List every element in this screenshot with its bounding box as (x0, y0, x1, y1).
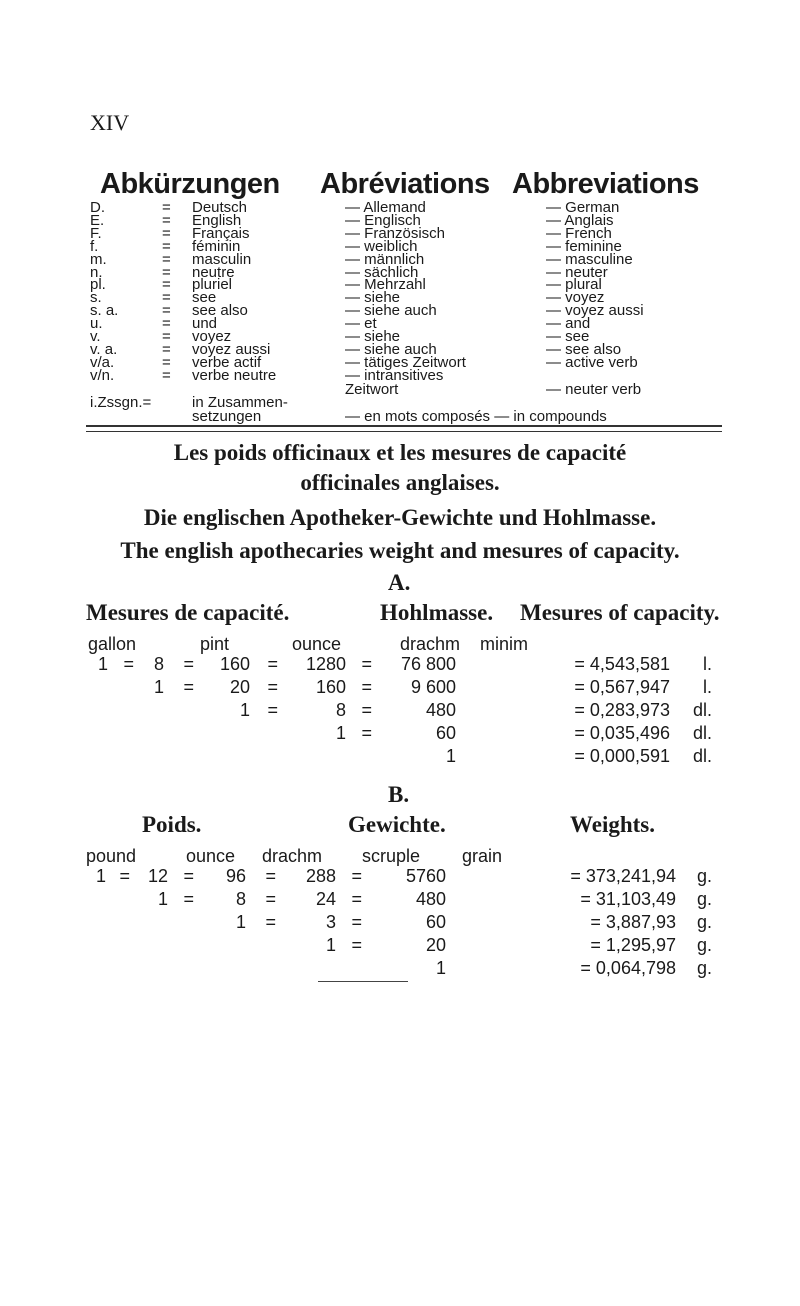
table-cell: 20 (425, 935, 446, 955)
table-cell: 76 800 (400, 654, 456, 674)
abbreviation-eq: = (162, 250, 171, 268)
table-cell: = (265, 889, 276, 909)
title-fr: Les poids officinaux et les mesures de capacité (173, 440, 627, 465)
abbreviation-fr: — Englisch (345, 211, 421, 229)
abbreviation-en: — voyez aussi (546, 302, 644, 320)
abbreviation-fr: — Französisch (345, 224, 446, 242)
table-cell: 3 (325, 912, 336, 932)
table-cell: dl. (692, 723, 712, 743)
table-cell: = 0,035,496 (574, 723, 670, 743)
table-cell: 288 (305, 866, 336, 886)
abbreviation-en: — French (546, 224, 612, 242)
table-cell: 1 (239, 700, 250, 720)
table-cell: 1 (325, 935, 336, 955)
header-abbreviations: Abbreviations (512, 168, 699, 200)
abbreviation-fr: — sächlich (345, 263, 419, 281)
abbreviation-en: — voyez (546, 289, 605, 307)
table-cell: 1 (445, 746, 456, 766)
abbreviation-abbr: s. a. (90, 302, 119, 320)
abbreviation-de: English (192, 211, 242, 229)
header-abreviations: Abréviations (320, 168, 490, 200)
table-cell: 60 (425, 912, 446, 932)
table-cell: = (267, 677, 278, 697)
abbreviation-abbr: s. (90, 289, 102, 307)
table-cell: = 373,241,94 (570, 866, 676, 886)
abbreviation-de: see (192, 289, 217, 307)
table-cell: 8 (153, 654, 164, 674)
abbreviation-fr: — et (345, 315, 377, 333)
abbreviation-eq: = (162, 289, 171, 307)
section-b-letter: B. (388, 782, 410, 807)
section-b-heading-en: Weights. (570, 812, 655, 837)
abbreviation-abbr: E. (90, 211, 105, 229)
table-cell: = 4,543,581 (574, 654, 670, 674)
abbreviation-en: — Anglais (546, 211, 614, 229)
divider-top (86, 425, 722, 427)
abbreviation-en: — see (546, 328, 590, 346)
section-b-heading-fr: Poids. (142, 812, 202, 837)
table-cell: = (351, 912, 362, 932)
abbreviation-eq: = (162, 237, 171, 255)
table-cell: 1 (153, 677, 164, 697)
abbreviation-en: — plural (546, 276, 602, 294)
section-a-heading-en: Mesures of capacity. (520, 600, 720, 625)
title-en: The english apothecaries weight and mesures of capacity. (120, 538, 680, 563)
table-cell: g. (696, 889, 712, 909)
abbreviation-en: — and (546, 315, 591, 333)
unit-label: ounce (186, 846, 236, 866)
table-cell: = 0,283,973 (574, 700, 670, 720)
table-cell: 8 (335, 700, 346, 720)
abbreviation-fr: — Mehrzahl (345, 276, 426, 294)
abbreviation-fr: — weiblich (345, 237, 418, 255)
end-rule (318, 981, 408, 982)
abbreviation-en: — neuter verb (546, 380, 642, 398)
table-cell: 9 600 (410, 677, 456, 697)
abbreviation-abbr: D. (90, 199, 105, 216)
table-cell: 480 (425, 700, 456, 720)
abbreviation-de: verbe actif (192, 353, 262, 371)
table-cell: 24 (315, 889, 336, 909)
unit-label: gallon (88, 634, 137, 654)
table-cell: = 3,887,93 (590, 912, 676, 932)
abbreviation-en: — active verb (546, 353, 638, 371)
abbreviation-de: verbe neutre (192, 366, 277, 384)
table-cell: 96 (225, 866, 246, 886)
abbreviation-fr: — Allemand (345, 199, 426, 216)
table-cell: 1 (335, 723, 346, 743)
abbreviation-eq: = (162, 341, 171, 359)
abbreviation-abbr: v. (90, 328, 101, 346)
table-cell: = (361, 677, 372, 697)
table-cell: 20 (229, 677, 250, 697)
abbreviation-en: — see also (546, 341, 622, 359)
abbreviation-de: pluriel (192, 276, 233, 294)
abbreviation-abbr: v/a. (90, 353, 115, 371)
unit-label: pint (200, 634, 230, 654)
unit-label: drachm (400, 634, 461, 654)
table-cell: = (361, 654, 372, 674)
table-cell: 160 (315, 677, 346, 697)
table-cell: 480 (415, 889, 446, 909)
abbreviation-eq: = (162, 211, 171, 229)
table-cell: l. (703, 677, 712, 697)
table-cell: = 0,567,947 (574, 677, 670, 697)
abbreviation-fr: — en mots composés — in compounds (345, 408, 607, 425)
section-b-heading-de: Gewichte. (348, 812, 446, 837)
abbreviation-de: see also (192, 302, 248, 320)
table-cell: = (351, 935, 362, 955)
abbreviation-de: setzungen (192, 408, 262, 425)
abbreviation-de: Deutsch (192, 199, 248, 216)
abbreviation-de: féminin (192, 237, 241, 255)
abbreviation-fr: — siehe auch (345, 302, 437, 320)
abbreviation-de: voyez (192, 328, 232, 346)
table-cell: 8 (235, 889, 246, 909)
table-cell: g. (696, 935, 712, 955)
abbreviation-eq: = (162, 366, 171, 384)
section-a-letter: A. (388, 570, 411, 595)
abbreviation-abbr: f. (90, 237, 99, 255)
abbreviation-eq: = (162, 276, 171, 294)
abbreviation-eq: = (162, 353, 171, 371)
table-cell: 1 (97, 654, 108, 674)
abbreviation-eq: = (162, 315, 171, 333)
table-cell: = (351, 889, 362, 909)
page-number: XIV (90, 110, 130, 135)
abbreviation-eq: = (162, 328, 171, 346)
table-cell: 1 (95, 866, 106, 886)
table-cell: = (351, 866, 362, 886)
abbreviation-abbr: n. (90, 263, 103, 281)
abbreviation-eq: = (162, 199, 171, 216)
section-a-heading-de: Hohlmasse. (380, 600, 494, 625)
unit-label: scruple (362, 846, 421, 866)
abbreviation-en: — neuter (546, 263, 608, 281)
table-cell: 12 (147, 866, 168, 886)
abbreviation-abbr: F. (90, 224, 102, 242)
table-cell: g. (696, 912, 712, 932)
abbreviation-de: masculin (192, 250, 252, 268)
table-cell: = (265, 866, 276, 886)
abbreviation-fr: — siehe (345, 328, 401, 346)
abbreviation-en: — feminine (546, 237, 622, 255)
unit-label: grain (462, 846, 503, 866)
unit-label: drachm (262, 846, 323, 866)
table-cell: g. (696, 866, 712, 886)
table-cell: = (183, 866, 194, 886)
table-cell: = (267, 654, 278, 674)
table-cell: = (183, 654, 194, 674)
table-cell: = (267, 700, 278, 720)
table-cell: 5760 (405, 866, 446, 886)
table-cell: = 0,000,591 (574, 746, 670, 766)
abbreviation-abbr: m. (90, 250, 107, 268)
unit-label: ounce (292, 634, 342, 654)
divider-bottom (86, 431, 722, 432)
table-cell: 60 (435, 723, 456, 743)
abbreviation-en: — masculine (546, 250, 633, 268)
table-cell: 1280 (305, 654, 346, 674)
abbreviation-fr: — siehe (345, 289, 401, 307)
unit-label: pound (86, 846, 137, 866)
abbreviation-abbr: u. (90, 315, 103, 333)
table-cell: = 1,295,97 (590, 935, 676, 955)
abbreviation-abbr: pl. (90, 276, 106, 294)
table-cell: = (119, 866, 130, 886)
table-cell: 1 (235, 912, 246, 932)
abbreviation-abbr: i.Zssgn.= (90, 393, 152, 411)
table-cell: = (265, 912, 276, 932)
abbreviation-fr: Zeitwort (345, 380, 399, 398)
table-cell: 160 (219, 654, 250, 674)
abbreviation-eq: = (162, 224, 171, 242)
header-abkuerzungen: Abkürzungen (100, 168, 280, 200)
table-cell: = 0,064,798 (580, 958, 676, 978)
abbreviation-de: voyez aussi (192, 341, 271, 359)
abbreviation-fr: — intransitives (345, 366, 444, 384)
abbreviation-fr: — männlich (345, 250, 425, 268)
table-cell: g. (696, 958, 712, 978)
table-cell: = (183, 889, 194, 909)
title-fr-2: officinales anglaises. (300, 470, 500, 495)
abbreviation-de: neutre (192, 263, 235, 281)
abbreviation-eq: = (162, 263, 171, 281)
abbreviation-abbr: v/n. (90, 366, 115, 384)
table-cell: l. (703, 654, 712, 674)
abbreviation-en: — German (546, 199, 620, 216)
table-cell: dl. (692, 700, 712, 720)
abbreviation-de: und (192, 315, 218, 333)
table-cell: dl. (692, 746, 712, 766)
abbreviation-de: Français (192, 224, 250, 242)
abbreviation-fr: — tätiges Zeitwort (345, 353, 466, 371)
table-cell: 1 (157, 889, 168, 909)
table-cell: = (361, 723, 372, 743)
abbreviation-fr: — siehe auch (345, 341, 437, 359)
abbreviation-de: in Zusammen- (192, 393, 288, 411)
table-cell: = (183, 677, 194, 697)
table-cell: = (361, 700, 372, 720)
table-cell: 1 (435, 958, 446, 978)
title-de: Die englischen Apotheker-Gewichte und Hohlmasse. (143, 505, 657, 530)
abbreviation-abbr: v. a. (90, 341, 118, 359)
abbreviation-eq: = (162, 302, 171, 320)
table-cell: = (123, 654, 134, 674)
table-cell: = 31,103,49 (580, 889, 676, 909)
section-a-heading-fr: Mesures de capacité. (86, 600, 290, 625)
unit-label: minim (480, 634, 528, 654)
